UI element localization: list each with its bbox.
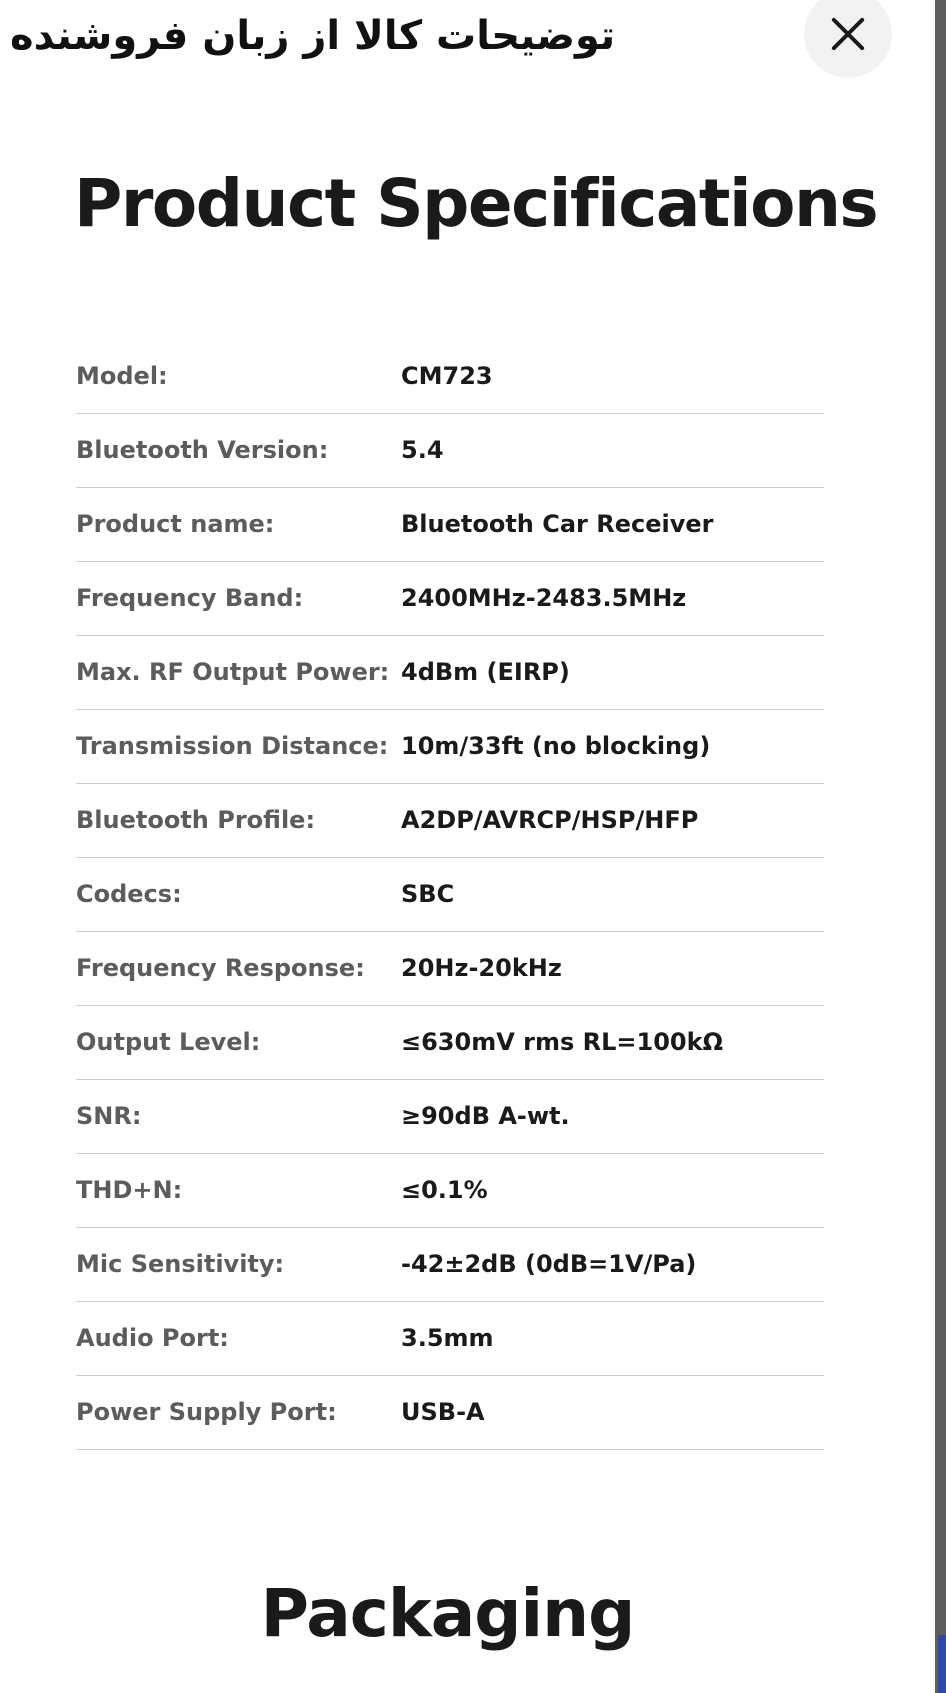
spec-label: Frequency Response: xyxy=(76,954,365,982)
spec-row xyxy=(76,562,824,636)
specifications-table xyxy=(76,340,824,1450)
spec-value: 10m/33ft (no blocking) xyxy=(401,732,711,760)
spec-row xyxy=(76,1228,824,1302)
spec-row xyxy=(76,932,824,1006)
spec-label: Output Level: xyxy=(76,1028,261,1056)
spec-row xyxy=(76,1006,824,1080)
spec-row xyxy=(76,1302,824,1376)
spec-value: Bluetooth Car Receiver xyxy=(401,510,714,538)
spec-row xyxy=(76,636,824,710)
spec-label: Frequency Band: xyxy=(76,584,304,612)
spec-row xyxy=(76,1154,824,1228)
spec-row xyxy=(76,1376,824,1450)
spec-row xyxy=(76,414,824,488)
spec-row xyxy=(76,784,824,858)
spec-row xyxy=(76,1080,824,1154)
spec-label: THD+N: xyxy=(76,1176,183,1204)
spec-value: SBC xyxy=(401,880,455,908)
close-icon xyxy=(830,16,866,52)
spec-row xyxy=(76,710,824,784)
spec-value: ≤630mV rms RL=100kΩ xyxy=(401,1028,723,1056)
spec-value: -42±2dB (0dB=1V/Pa) xyxy=(401,1250,697,1278)
specifications-heading: Product Specifications xyxy=(74,165,878,242)
spec-label: Bluetooth Version: xyxy=(76,436,329,464)
spec-label: Bluetooth Profile: xyxy=(76,806,316,834)
spec-label: Power Supply Port: xyxy=(76,1398,337,1426)
spec-value: 20Hz-20kHz xyxy=(401,954,562,982)
spec-value: ≥90dB A-wt. xyxy=(401,1102,570,1130)
spec-row xyxy=(76,340,824,414)
spec-value: 5.4 xyxy=(401,436,444,464)
spec-label: Codecs: xyxy=(76,880,182,908)
close-button[interactable] xyxy=(804,0,892,78)
scrollbar-track[interactable] xyxy=(935,0,946,1693)
spec-label: Product name: xyxy=(76,510,275,538)
spec-value: USB-A xyxy=(401,1398,485,1426)
spec-value: A2DP/AVRCP/HSP/HFP xyxy=(401,806,699,834)
spec-value: CM723 xyxy=(401,362,493,390)
spec-label: Max. RF Output Power: xyxy=(76,658,390,686)
sheet-title: توضیحات کالا از زبان فروشنده xyxy=(10,13,616,59)
spec-value: 4dBm (EIRP) xyxy=(401,658,570,686)
spec-label: Transmission Distance: xyxy=(76,732,389,760)
background-page-edge xyxy=(938,1635,946,1693)
packaging-heading: Packaging xyxy=(260,1575,635,1652)
spec-label: Audio Port: xyxy=(76,1324,229,1352)
spec-label: Mic Sensitivity: xyxy=(76,1250,285,1278)
spec-value: ≤0.1% xyxy=(401,1176,488,1204)
spec-row xyxy=(76,858,824,932)
spec-label: Model: xyxy=(76,362,168,390)
spec-label: SNR: xyxy=(76,1102,142,1130)
spec-value: 2400MHz-2483.5MHz xyxy=(401,584,687,612)
spec-row xyxy=(76,488,824,562)
spec-value: 3.5mm xyxy=(401,1324,494,1352)
